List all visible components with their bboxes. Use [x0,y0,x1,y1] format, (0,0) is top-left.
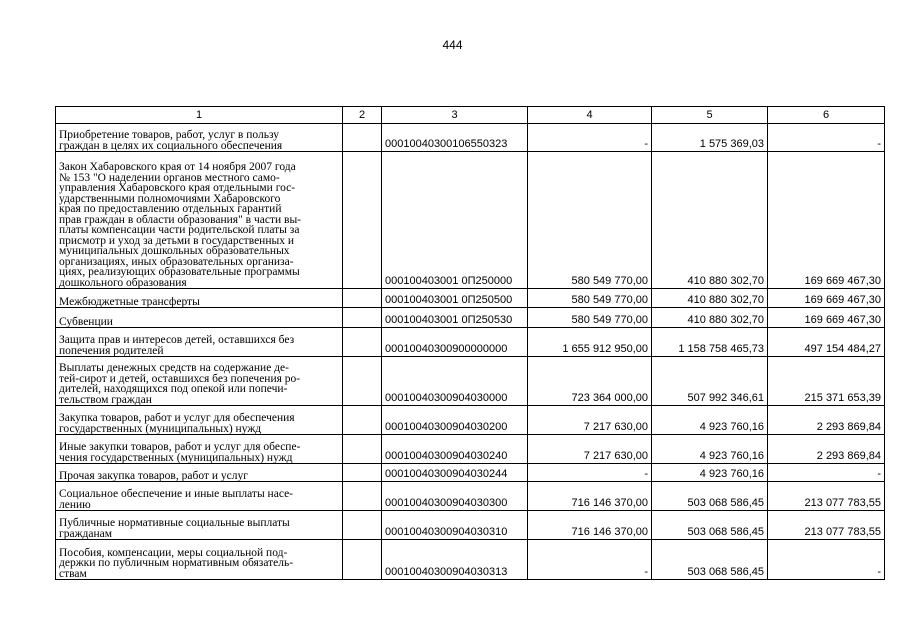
row-name-cell [56,357,343,406]
table-row [56,435,885,464]
row-name-line: дошкольного образования [59,276,187,289]
row-col4-cell: - [528,464,652,482]
row-name-line: Субвенции [59,315,113,328]
row-name-line: прав граждан в области образования" в части вы- [59,213,302,226]
row-col4-cell: 716 146 370,00 [528,511,652,540]
row-col5-cell: 503 068 586,45 [652,511,768,540]
row-name-cell [56,152,343,289]
row-col5-cell: 410 880 302,70 [652,308,768,328]
column-header-4: 4 [528,107,652,124]
row-name-line: Социальное обеспечение и иные выплаты насе- [59,488,293,500]
row-col5-cell: 410 880 302,70 [652,152,768,289]
table-row [56,406,885,435]
row-col4-cell: 580 549 770,00 [528,289,652,308]
column-header-1: 1 [56,107,343,124]
row-name-line: Прочая закупка товаров, работ и услуг [59,469,248,482]
row-col6-cell: - [768,540,885,580]
row-col4-cell: 716 146 370,00 [528,482,652,511]
row-name-line: тей-сирот и детей, оставшихся без попечения ро- [59,372,301,385]
row-name-line: края по предоставлению отдельных гарантий [59,203,282,215]
row-col6-cell: 213 077 783,55 [768,482,885,511]
row-name-line: организациях, иных образовательных организа- [59,255,294,268]
row-name-cell [56,482,343,511]
table-row [56,124,885,152]
table-row [56,289,885,308]
row-name-line: Приобретение товаров, работ, услуг в пользу [59,129,280,141]
column-header-3: 3 [382,107,528,124]
row-col4-cell: 1 655 912 950,00 [528,328,652,357]
row-code-cell: 00010040300904030000 [382,357,528,406]
row-col4-cell: 723 364 000,00 [528,357,652,406]
row-name-line: ствам [59,567,87,580]
row-name-line: попечения родителей [59,344,164,357]
row-name-line: Публичные нормативные социальные выплаты [59,517,290,529]
row-col2-cell [343,124,382,152]
row-name-line: государственных (муниципальных) нужд [59,422,262,435]
row-col4-cell: - [528,540,652,580]
row-name-cell [56,540,343,580]
row-col6-cell: - [768,464,885,482]
row-name-line: Межбюджетные трансферты [59,295,200,308]
table-row [56,464,885,482]
row-col5-cell: 1 575 369,03 [652,124,768,152]
column-header-2: 2 [343,107,382,124]
row-col2-cell [343,540,382,580]
row-col2-cell [343,152,382,289]
column-number-row [56,107,885,124]
row-name-cell [56,328,343,357]
row-name-line: тельством граждан [59,393,152,406]
row-name-line: циях, реализующих образовательные программы [59,266,300,278]
row-name-line: чения государственных (муниципальных) нужд [59,451,293,464]
row-col6-cell: 2 293 869,84 [768,435,885,464]
row-name-line: ударственными полномочиями Хабаровского [59,192,281,205]
row-name-line: гражданам [59,527,113,540]
row-name-cell [56,406,343,435]
table-row [56,308,885,328]
row-name-line: Выплаты денежных средств на содержание де- [59,362,289,374]
row-col2-cell [343,511,382,540]
row-code-cell: 00010040300904030240 [382,435,528,464]
row-col6-cell: 169 669 467,30 [768,308,885,328]
row-col6-cell: - [768,124,885,152]
row-code-cell: 00010040300904030244 [382,464,528,482]
row-col6-cell: 169 669 467,30 [768,152,885,289]
row-col5-cell: 4 923 760,16 [652,435,768,464]
row-name-line: Закупка товаров, работ и услуг для обеспечения [59,412,295,424]
row-name-cell [56,124,343,152]
row-col6-cell: 497 154 484,27 [768,328,885,357]
row-col6-cell: 213 077 783,55 [768,511,885,540]
row-code-cell: 00010040300904030300 [382,482,528,511]
row-name-cell [56,435,343,464]
row-col2-cell [343,406,382,435]
row-name-line: Пособия, компенсации, меры социальной под- [59,546,288,559]
table-row [56,328,885,357]
row-col4-cell: 7 217 630,00 [528,406,652,435]
table-row [56,152,885,289]
row-name-cell [56,289,343,308]
row-code-cell: 000100403001 0П250530 [382,308,528,328]
row-name-line: муниципальных дошкольных образовательных [59,245,290,257]
row-code-cell: 00010040300904030310 [382,511,528,540]
row-name-cell [56,308,343,328]
row-name-line: Иные закупки товаров, работ и услуг для обеспе- [59,441,301,453]
row-name-line: лению [59,498,91,511]
table-row [56,540,885,580]
column-header-5: 5 [652,107,768,124]
row-name-line: № 153 "О наделении органов местного само- [59,171,280,184]
row-col5-cell: 4 923 760,16 [652,464,768,482]
row-code-cell: 00010040300106550323 [382,124,528,152]
row-col5-cell: 503 068 586,45 [652,540,768,580]
row-col2-cell [343,357,382,406]
row-col4-cell: - [528,124,652,152]
row-code-cell: 00010040300904030200 [382,406,528,435]
row-col2-cell [343,464,382,482]
row-code-cell: 000100403001 0П250500 [382,289,528,308]
table-row [56,357,885,406]
row-col2-cell [343,308,382,328]
row-col4-cell: 7 217 630,00 [528,435,652,464]
row-name-line: платы компенсации части родительской платы за [59,224,300,236]
row-name-line: держки по публичным нормативным обязатель- [59,557,294,569]
row-col5-cell: 507 992 346,61 [652,357,768,406]
row-name-cell [56,464,343,482]
row-col2-cell [343,289,382,308]
row-name-line: Закон Хабаровского края от 14 ноября 2007 года [59,161,296,173]
row-col5-cell: 410 880 302,70 [652,289,768,308]
row-col5-cell: 1 158 758 465,73 [652,328,768,357]
row-col2-cell [343,328,382,357]
row-col4-cell: 580 549 770,00 [528,308,652,328]
table-body [56,124,885,580]
row-name-cell [56,511,343,540]
row-name-line: Защита прав и интересов детей, оставшихся без [59,334,295,346]
row-col6-cell: 2 293 869,84 [768,406,885,435]
row-code-cell: 000100403001 0П250000 [382,152,528,289]
row-col2-cell [343,482,382,511]
table-row [56,511,885,540]
row-name-line: граждан в целях их социального обеспечения [59,139,283,152]
row-col5-cell: 503 068 586,45 [652,482,768,511]
row-name-line: присмотр и уход за детьми в государственных и [59,234,294,247]
row-col4-cell: 580 549 770,00 [528,152,652,289]
table-row [56,482,885,511]
row-col5-cell: 4 923 760,16 [652,406,768,435]
row-name-line: управления Хабаровского края отдельными гос- [59,182,296,194]
row-code-cell: 00010040300900000000 [382,328,528,357]
column-header-6: 6 [768,107,885,124]
row-col2-cell [343,435,382,464]
row-col6-cell: 169 669 467,30 [768,289,885,308]
page-number: 444 [442,38,463,52]
budget-execution-table [55,106,885,580]
row-code-cell: 00010040300904030313 [382,540,528,580]
row-name-line: дителей, находящихся под опекой или попечи- [59,383,288,395]
row-col6-cell: 215 371 653,39 [768,357,885,406]
